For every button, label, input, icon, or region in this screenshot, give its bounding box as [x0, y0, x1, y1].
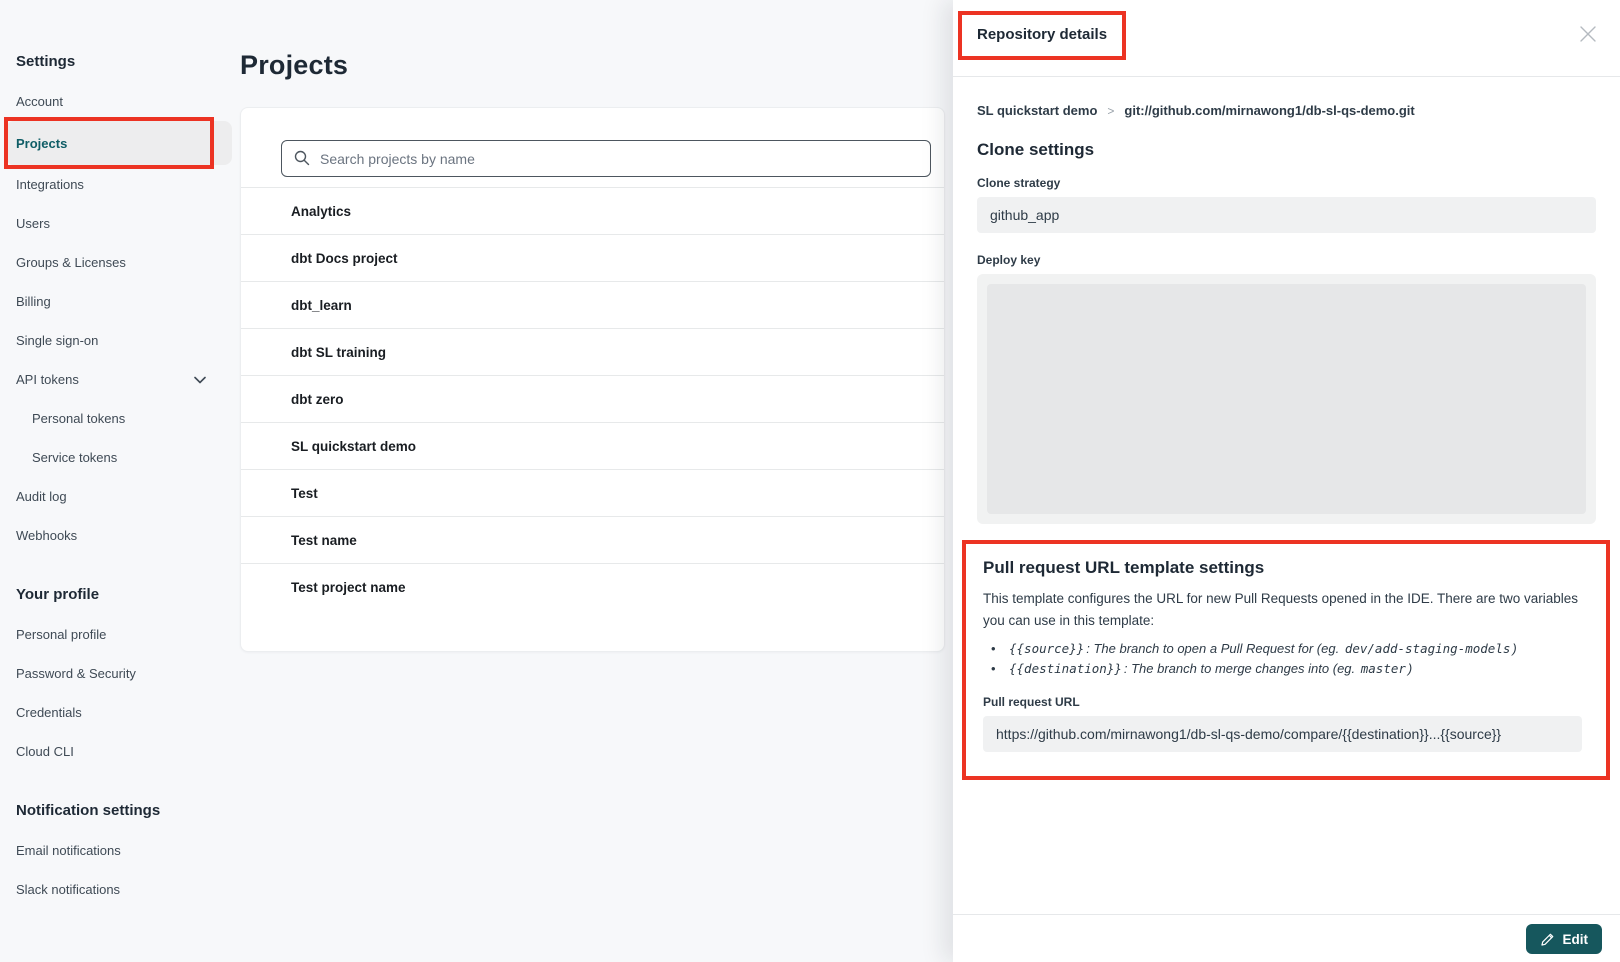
- panel-body: [953, 77, 1620, 780]
- close-icon[interactable]: [1578, 24, 1598, 44]
- sidebar-settings-heading: Settings: [16, 53, 76, 70]
- sidebar-notification-heading: Notification settings: [16, 802, 161, 819]
- sidebar-item-projects[interactable]: Projects: [6, 121, 232, 165]
- bullet-marker: •: [991, 661, 996, 677]
- breadcrumb-repo-url: git://github.com/mirnawong1/db-sl-qs-demo.git: [1124, 103, 1415, 118]
- settings-nav-list: [0, 82, 240, 555]
- breadcrumb: [977, 103, 1596, 118]
- chevron-right-icon: >: [1107, 103, 1115, 118]
- sidebar-item-billing[interactable]: Billing: [16, 294, 51, 309]
- annotation-box-pr-template-section: [962, 540, 1610, 780]
- deploy-key-label: Deploy key: [977, 253, 1041, 267]
- project-row-dbt-sl-training[interactable]: dbt SL training: [241, 328, 944, 375]
- edit-button-label: Edit: [1562, 931, 1588, 947]
- breadcrumb-project[interactable]: SL quickstart demo: [977, 103, 1098, 118]
- deploy-key-box: [977, 274, 1596, 524]
- sidebar-item-slack-notifications[interactable]: Slack notifications: [16, 882, 121, 897]
- project-row-analytics[interactable]: Analytics: [241, 187, 944, 234]
- pr-variable-list: [983, 639, 1582, 679]
- panel-footer: [953, 914, 1620, 962]
- panel-header: [953, 0, 1620, 77]
- sidebar-item-email-notifications[interactable]: Email notifications: [16, 843, 121, 858]
- clone-strategy-value: github_app: [977, 197, 1596, 233]
- projects-card: [240, 107, 945, 652]
- sidebar-item-password-security[interactable]: Password & Security: [16, 666, 136, 681]
- chevron-down-icon: [194, 376, 206, 384]
- sidebar-item-credentials[interactable]: Credentials: [16, 705, 82, 720]
- sidebar-item-single-sign-on[interactable]: Single sign-on: [16, 333, 99, 348]
- search-icon: [293, 149, 311, 172]
- page-title: Projects: [240, 50, 349, 80]
- annotation-box-repository-details: [958, 11, 1126, 60]
- project-row-dbt-zero[interactable]: dbt zero: [241, 375, 944, 422]
- projects-main: [240, 0, 945, 652]
- pr-variable-destination: • {{destination}} : The branch to merge changes into (eg. master ): [983, 659, 1582, 679]
- notification-nav-list: [0, 831, 240, 909]
- project-row-dbt-learn[interactable]: dbt_learn: [241, 281, 944, 328]
- sidebar-item-users[interactable]: Users: [16, 216, 50, 231]
- deploy-key-value-redacted: [987, 284, 1586, 514]
- sidebar-item-service-tokens[interactable]: Service tokens: [32, 450, 118, 465]
- sidebar-item-personal-tokens[interactable]: Personal tokens: [32, 411, 126, 426]
- sidebar-item-webhooks[interactable]: Webhooks: [16, 528, 78, 543]
- pr-template-description: This template configures the URL for new Pull Requests opened in the IDE. There are two variables you can use in this template:: [983, 591, 1579, 628]
- settings-sidebar: [0, 0, 240, 962]
- panel-title: Repository details: [977, 26, 1108, 43]
- bullet-marker: •: [991, 641, 996, 657]
- sidebar-item-cloud-cli[interactable]: Cloud CLI: [16, 744, 74, 759]
- profile-nav-list: [0, 615, 240, 771]
- repository-details-panel: [953, 0, 1620, 962]
- sidebar-profile-heading: Your profile: [16, 586, 100, 603]
- project-row-dbt-docs-project[interactable]: dbt Docs project: [241, 234, 944, 281]
- sidebar-item-account[interactable]: Account: [16, 94, 63, 109]
- sidebar-item-groups-licenses[interactable]: Groups & Licenses: [16, 255, 126, 270]
- project-list: [241, 187, 944, 610]
- sidebar-item-api-tokens[interactable]: API tokens: [0, 360, 240, 399]
- project-row-test[interactable]: Test: [241, 469, 944, 516]
- search-input[interactable]: [281, 140, 931, 177]
- pull-request-url-value: https://github.com/mirnawong1/db-sl-qs-demo/compare/{{destination}}...{{source}}: [983, 716, 1582, 752]
- project-row-test-project-name[interactable]: Test project name: [241, 563, 944, 610]
- clone-strategy-label: Clone strategy: [977, 176, 1061, 190]
- pull-request-url-label: Pull request URL: [983, 695, 1080, 710]
- edit-button[interactable]: [1526, 924, 1603, 954]
- sidebar-item-integrations[interactable]: Integrations: [16, 177, 84, 192]
- sidebar-item-personal-profile[interactable]: Personal profile: [16, 627, 107, 642]
- pr-variable-source: • {{source}} : The branch to open a Pull Request for (eg. dev/add-staging-models ): [983, 639, 1582, 659]
- sidebar-item-audit-log[interactable]: Audit log: [16, 489, 67, 504]
- project-row-sl-quickstart-demo[interactable]: SL quickstart demo: [241, 422, 944, 469]
- clone-settings-heading: Clone settings: [977, 140, 1095, 159]
- pencil-icon: [1540, 932, 1555, 947]
- pr-template-heading: Pull request URL template settings: [983, 558, 1265, 577]
- project-row-test-name[interactable]: Test name: [241, 516, 944, 563]
